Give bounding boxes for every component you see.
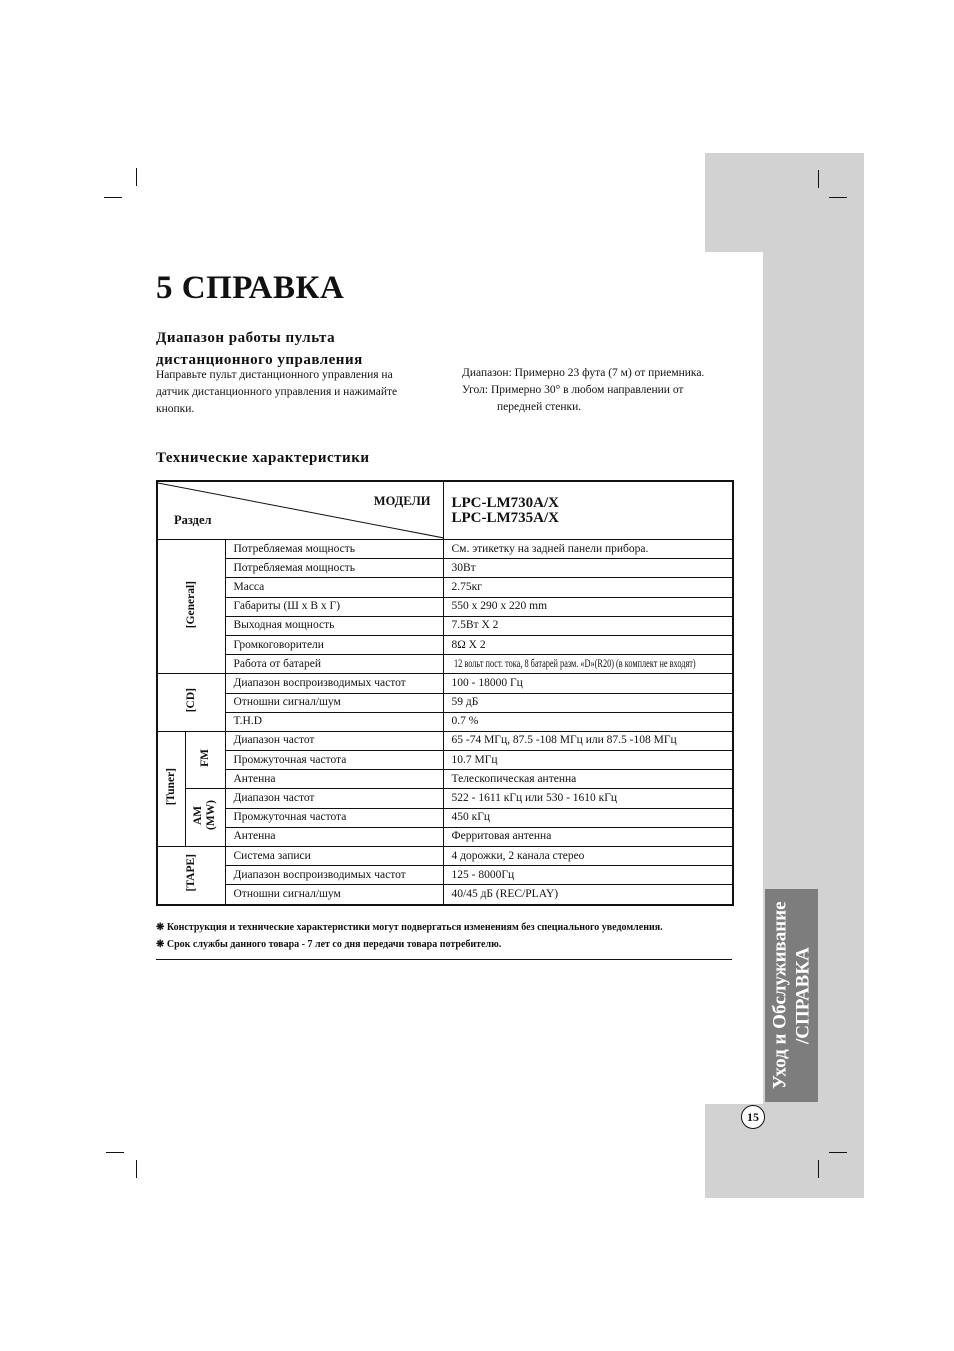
- value-cell: [443, 655, 733, 674]
- diagonal-line: [158, 482, 443, 539]
- group-general-label: [General]: [184, 580, 197, 628]
- value-cell: 10.7 МГц: [443, 751, 733, 770]
- param-cell: Диапазон частот: [225, 789, 443, 808]
- group-am: [185, 789, 225, 847]
- group-cd: [157, 674, 225, 732]
- page-number: 15: [741, 1105, 765, 1129]
- remote-text-line: датчик дистанционного управления и нажимайте: [156, 386, 398, 398]
- param-cell: Выходная мощность: [225, 616, 443, 635]
- crop-mark: [818, 1160, 819, 1178]
- crop-mark: [818, 170, 819, 188]
- specs-heading: Технические характеристики: [156, 450, 370, 466]
- table-row: [157, 751, 733, 770]
- table-row: [157, 808, 733, 827]
- param-cell: Система записи: [225, 847, 443, 866]
- specs-table: [156, 480, 734, 906]
- table-row: [157, 616, 733, 635]
- table-header-row: [157, 481, 733, 540]
- divider: [156, 959, 732, 960]
- remote-text-line: кнопки.: [156, 403, 195, 415]
- param-cell: Антенна: [225, 827, 443, 846]
- param-cell: Промжуточная частота: [225, 751, 443, 770]
- crop-mark: [136, 1160, 137, 1178]
- param-cell: Масса: [225, 578, 443, 597]
- crop-mark: [829, 197, 847, 198]
- value-cell: 550 x 290 x 220 mm: [443, 597, 733, 616]
- angle-label: Угол:: [462, 384, 489, 396]
- angle-value-cont: передней стенки.: [497, 401, 582, 413]
- remote-text-line: Направьте пульт дистанционного управления на: [156, 369, 393, 381]
- value-cell: 4 дорожки, 2 канала стерео: [443, 847, 733, 866]
- section-label: Раздел: [174, 513, 212, 527]
- value-cell: 450 кГц: [443, 808, 733, 827]
- remote-range-specs: [462, 365, 752, 416]
- value-cell: 7.5Вт X 2: [443, 616, 733, 635]
- value-cell: 125 - 8000Гц: [443, 866, 733, 885]
- table-row: [157, 578, 733, 597]
- am-label-line1: AM: [192, 805, 204, 825]
- value-cell: 0.7 %: [443, 712, 733, 731]
- value-cell: 59 дБ: [443, 693, 733, 712]
- chapter-title: 5 СПРАВКА: [156, 270, 345, 306]
- section-tab-line2: /СПРАВКА: [792, 947, 814, 1044]
- value-cell: См. этикетку на задней панели прибора.: [443, 540, 733, 559]
- group-tuner: [157, 731, 185, 846]
- remote-range-heading: [156, 327, 363, 371]
- table-row: [157, 885, 733, 905]
- group-am-label: [192, 800, 218, 830]
- table-row: [157, 827, 733, 846]
- param-cell: Громкоговорители: [225, 635, 443, 654]
- table-row: [157, 866, 733, 885]
- crop-mark: [829, 1152, 847, 1153]
- remote-heading-line1: Диапазон работы пульта: [156, 330, 336, 346]
- header-models-cell: [443, 481, 733, 540]
- models-label: МОДЕЛИ: [373, 494, 431, 508]
- note-service-life: ❋ Срок службы данного товара - 7 лет со дня передачи товара потребителю.: [156, 939, 502, 950]
- param-cell: Диапазон частот: [225, 731, 443, 750]
- group-fm: [185, 731, 225, 789]
- remote-heading-line2: дистанционного управления: [156, 352, 363, 368]
- range-row: [462, 365, 752, 382]
- group-tape: [157, 847, 225, 905]
- group-cd-label: [CD]: [184, 687, 197, 713]
- param-cell: Диапазон воспроизводимых частот: [225, 674, 443, 693]
- header-diagonal-cell: [157, 481, 443, 540]
- value-cell: 40/45 дБ (REC/PLAY): [443, 885, 733, 905]
- angle-value: Примерно 30° в любом направлении от: [490, 384, 684, 396]
- param-cell: Антенна: [225, 770, 443, 789]
- crop-mark: [106, 1152, 124, 1153]
- range-label: Диапазон:: [462, 367, 512, 379]
- table-row: [157, 789, 733, 808]
- group-fm-label: FM: [198, 748, 211, 767]
- table-row: [157, 847, 733, 866]
- param-cell: Отношни сигнал/шум: [225, 693, 443, 712]
- angle-row: [462, 382, 752, 399]
- table-row: [157, 540, 733, 559]
- value-cell: Ферритовая антенна: [443, 827, 733, 846]
- model-name-1: LPC-LM730A/X: [451, 494, 559, 511]
- remote-instructions: [156, 367, 446, 418]
- section-tab: [765, 889, 818, 1102]
- am-label-line2: (MW): [205, 800, 217, 831]
- side-tab-bottom: [705, 1104, 864, 1198]
- table-row: [157, 712, 733, 731]
- table-row: [157, 731, 733, 750]
- table-row: [157, 693, 733, 712]
- param-cell: Промжуточная частота: [225, 808, 443, 827]
- group-tape-label: [TAPE]: [184, 854, 197, 892]
- value-cell: 522 - 1611 кГц или 530 - 1610 кГц: [443, 789, 733, 808]
- param-cell: Работа от батарей: [225, 655, 443, 674]
- side-tab-top: [705, 153, 864, 252]
- section-tab-line1: Уход и Обслуживание: [769, 901, 791, 1090]
- value-cell: 8Ω X 2: [443, 635, 733, 654]
- param-cell: Диапазон воспроизводимых частот: [225, 866, 443, 885]
- value-cell: 100 - 18000 Гц: [443, 674, 733, 693]
- param-cell: Габариты (Ш x В x Г): [225, 597, 443, 616]
- param-cell: Потребляемая мощность: [225, 559, 443, 578]
- table-row: [157, 770, 733, 789]
- note-specs-change: ❋ Конструкция и технические характеристики могут подвергаться изменениям без специального уведомления.: [156, 922, 663, 933]
- table-row: [157, 635, 733, 654]
- group-tuner-label: [Tuner]: [164, 767, 177, 806]
- param-cell: T.H.D: [225, 712, 443, 731]
- range-value: Примерно 23 фута (7 м) от приемника.: [514, 367, 705, 379]
- table-row: [157, 597, 733, 616]
- param-cell: Отношни сигнал/шум: [225, 885, 443, 905]
- param-cell: Потребляемая мощность: [225, 540, 443, 559]
- crop-mark: [104, 197, 122, 198]
- battery-value: 12 вольт пост. тока, 8 батарей разм. «D»(R20) (в комплект не входят): [453, 657, 696, 670]
- table-row: [157, 655, 733, 674]
- value-cell: 30Вт: [443, 559, 733, 578]
- model-name-2: LPC-LM735A/X: [451, 509, 559, 526]
- value-cell: 65 -74 МГц, 87.5 -108 МГц или 87.5 -108 МГц: [443, 731, 733, 750]
- table-row: [157, 674, 733, 693]
- crop-mark: [136, 168, 137, 186]
- group-general: [157, 540, 225, 674]
- value-cell: 2.75кг: [443, 578, 733, 597]
- value-cell: Телескопическая антенна: [443, 770, 733, 789]
- table-row: [157, 559, 733, 578]
